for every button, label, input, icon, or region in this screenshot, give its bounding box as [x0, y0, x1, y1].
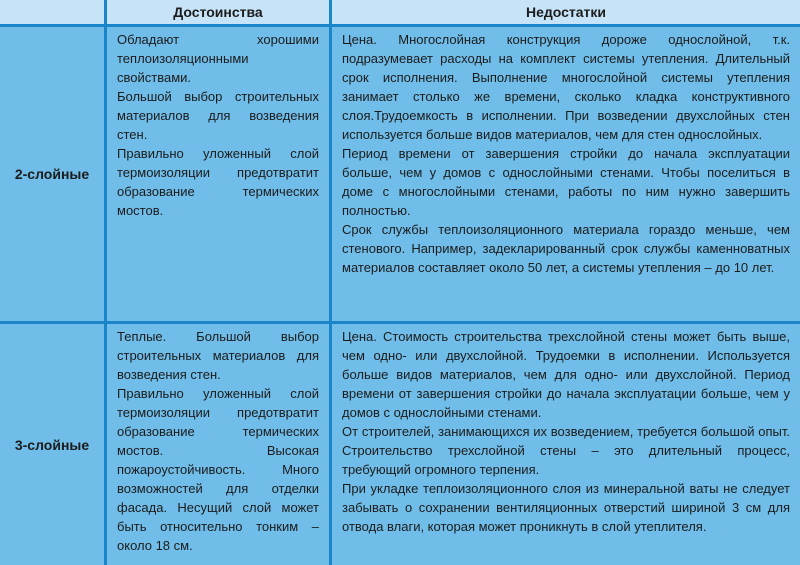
- row-label-3-layer: 3-слойные: [0, 324, 104, 565]
- cons-text: При укладке теплоизоляционного слоя из минеральной ваты не следует забывать о сохранении вентиляционных отверстий шириной 3 см для отвода влаги, которая может проникнуть в слой утеплителя.: [342, 481, 790, 534]
- header-cons: Недостатки: [332, 0, 800, 24]
- pros-3-layer: [107, 324, 329, 565]
- cons-text: Срок службы теплоизоляционного материала гораздо меньше, чем стенового. Например, задекларированный срок службы каменноватных материалов составляет около 50 лет, а системы утепления – до 10 лет.: [342, 222, 790, 275]
- pros-text: Большой выбор строительных материалов для возведения стен.: [117, 89, 319, 142]
- pros-2-layer: [107, 27, 329, 321]
- pros-text: Обладают хорошими теплоизоляционными свойствами.: [117, 32, 319, 85]
- pros-text: Теплые. Большой выбор строительных материалов для возведения стен.: [117, 329, 319, 382]
- header-pros: Достоинства: [107, 0, 329, 24]
- pros-text: Правильно уложенный слой термоизоляции предотвратит образование термических мостов. Высокая пожароустойчивость. Много возможностей для отделки фасада. Несущий слой может быть относительно тонким – около 18 см.: [117, 386, 319, 553]
- cons-2-layer: [332, 27, 800, 321]
- cons-text: Цена. Стоимость строительства трехслойной стены может быть выше, чем одно- или двухслойной. Трудоемки в исполнении. Используется больше видов материалов, чем для одно- или двухслойной. Период времени от завершения стройки до начала эксплуатации больше, чем у домов с однослойными стенами.: [342, 329, 790, 420]
- cons-text: Цена. Многослойная конструкция дороже однослойной, т.к. подразумевает расходы на комплект системы утепления. Длительный срок исполнения. Выполнение многослойной системы утепления занимает столько же времени, сколько кладка конструктивного слоя.Трудоемкость в исполнении. При возведении двухслойных стен используется больше видов материалов, чем для стен однослойных.: [342, 32, 790, 142]
- header-empty-cell: [0, 0, 104, 24]
- pros-text: Правильно уложенный слой термоизоляции предотвратит образование термических мостов.: [117, 146, 319, 218]
- row-label-2-layer: 2-слойные: [0, 27, 104, 321]
- cons-text: Период времени от завершения стройки до начала эксплуатации больше, чем у домов с однослойными стенами. Чтобы поселиться в доме с многослойными стенами, работы по ним нужно завершить полностью.: [342, 146, 790, 218]
- cons-3-layer: [332, 324, 800, 565]
- cons-text: От строителей, занимающихся их возведением, требуется большой опыт. Строительство трехслойной стены – это длительный процесс, требующий огромного терпения.: [342, 424, 790, 477]
